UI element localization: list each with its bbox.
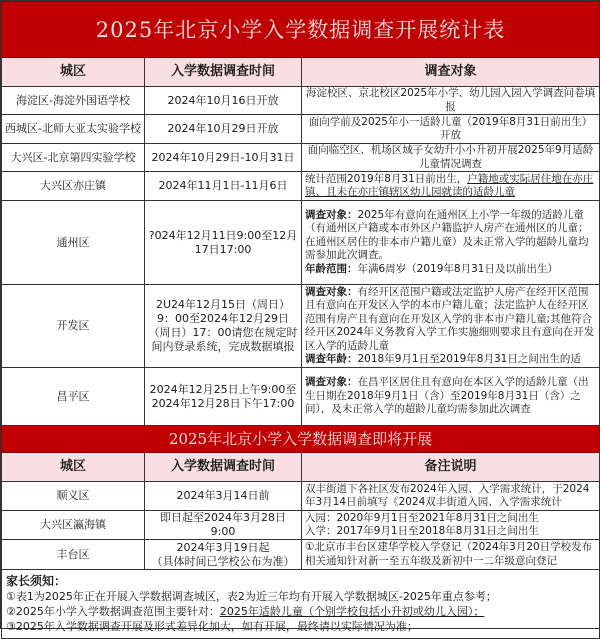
note-item-1: ①表1为2025年正在开展入学数据调查城区，表2为近三年均有开展入学数据城区-2025年重点参考； — [6, 590, 497, 603]
note-line: 入园：2020年9月1日至2021年8月31日之间出生 — [305, 511, 539, 524]
district-cell: 通州区 — [2, 201, 145, 285]
table-row — [2, 285, 600, 368]
table-row — [2, 144, 600, 172]
table-row — [2, 201, 600, 285]
time-cell: 2024年10月29日开放 — [145, 115, 302, 144]
time-cell: 2024年12月25日上午9:00至2024年12月28日下午17:00 — [145, 368, 302, 426]
target-text: 在昌平区居住且有意向在本区入学的适龄儿童（出生日期在2018年9月1日（含）至2019年8月31日（含）之间），及未正常入学的超龄儿童均需参加此次调查 — [305, 376, 589, 416]
header-survey-target: 调查对象 — [302, 58, 600, 87]
header-survey-time: 入学数据调查时间 — [145, 58, 302, 87]
note-cell: 双丰街道下各社区发布2024年入园、入学需求统计，于2024年3月14日前填写《2024双丰街道入园、入学需求统计 — [302, 482, 600, 511]
table-row — [2, 172, 600, 201]
target-text: 2025年有意向在通州区上小学一年级的适龄儿童（有通州区户籍或本市外区户籍监护人房产在通州区的儿童；在通州区居住的非本市户籍儿童）及未正常入学的超龄儿童均需参加此次调查。 — [305, 208, 589, 262]
target-text: 有经开区范围户籍或法定监护人房产在经开区范围且有意向在开发区入学的本市户籍儿童；法定监护人在经开区范围有房产且有意向在开发区入学的非本市户籍儿童;其他符合经开区2024年义务教育入学工作实施细则要求且有意向在开发区入学的适龄儿童 — [305, 285, 595, 352]
target-text: 统计范围2019年8月31日前出生， — [305, 172, 468, 185]
note-item-2-prefix: ②2025年小学入学数据调查范围主要针对： — [6, 605, 220, 618]
time-cell: 2024年3月14日前 — [145, 482, 302, 511]
target-cell — [302, 172, 600, 201]
time-cell: 2024年11月1日-11月6日 — [145, 172, 302, 201]
table-row — [2, 540, 600, 570]
time-cell — [145, 540, 302, 570]
table1-header-row — [2, 58, 600, 87]
target-cell: 面向学前及2025年小一适龄儿童（2019年8月31日前出生）开放 — [302, 115, 600, 144]
district-cell: 海淀区-海淀外国语学校 — [2, 87, 145, 115]
target-underlined-text: 户籍地或实际居住地在亦庄镇、且未在亦庄镇辖区幼儿园就读的适龄儿童 — [305, 172, 594, 198]
target-label: 调查对象： — [305, 208, 358, 221]
district-cell: 开发区 — [2, 285, 145, 368]
age-text: 2018年9月1日至2019年8月31日之间出生的适 — [357, 353, 581, 365]
target-cell — [302, 368, 600, 426]
target-label: 调查对象： — [305, 376, 358, 389]
target-label: 调查对象： — [305, 285, 358, 298]
target-cell — [302, 201, 600, 285]
table-row — [2, 511, 600, 540]
table-row — [2, 368, 600, 426]
table2-title: 2025年北京小学入学数据调查即将开展 — [2, 426, 600, 453]
header-district: 城区 — [2, 453, 145, 482]
district-cell: 西城区-北师大亚太实验学校 — [2, 115, 145, 144]
time-cell: 2024年10月16日开放 — [145, 87, 302, 115]
parent-notes — [2, 570, 600, 639]
district-cell: 丰台区 — [2, 540, 145, 570]
table2-title-row — [2, 426, 600, 453]
age-label: 调查年龄： — [305, 353, 358, 365]
time-line: （具体时间已学校公布为准） — [151, 554, 295, 568]
time-cell: 2U24年12月15日（周日）9：00至2024年12月29日（周日）17：00请您在规定时间内登录系统，完成数据填报 — [145, 285, 302, 368]
district-cell: 大兴区瀛海镇 — [2, 511, 145, 540]
table1-title-row — [2, 2, 600, 58]
header-survey-time: 入学数据调查时间 — [145, 453, 302, 482]
header-district: 城区 — [2, 58, 145, 87]
table1-title: 2025年北京小学入学数据调查开展统计表 — [2, 2, 600, 58]
notes-title: 家长须知： — [6, 574, 67, 588]
age-range-label: 年龄范围： — [305, 262, 358, 275]
note-line: 入学：2017年9月1日至2018年8月31日之间出生 — [305, 525, 539, 537]
target-cell: 面向临空区、机场区域子女幼升小小升初开展2025年9月适龄儿童情况调查 — [302, 144, 600, 172]
header-notes: 备注说明 — [302, 453, 600, 482]
district-cell: 顺义区 — [2, 482, 145, 511]
time-line: 2024年3月19日起 — [176, 540, 270, 554]
district-cell: 大兴区亦庄镇 — [2, 172, 145, 201]
table-row — [2, 482, 600, 511]
table2-header-row — [2, 453, 600, 482]
time-cell: 2024年10月29日-10月31日 — [145, 144, 302, 172]
notes-row — [2, 570, 600, 639]
note-cell — [302, 511, 600, 540]
age-range-text: 年满6周岁（2019年8月31日及以前出生） — [357, 262, 558, 275]
district-cell: 昌平区 — [2, 368, 145, 426]
note-item-2 — [6, 604, 595, 619]
table-row — [2, 115, 600, 144]
target-cell — [302, 285, 600, 368]
note-item-3: ③2025年入学数据调查开展及形式差异化加大，如有开展，最终请以实际情况为准； — [6, 620, 418, 633]
survey-table — [1, 1, 600, 639]
time-cell: ?024年12月11日9:00至12月17日17:00 — [145, 201, 302, 285]
target-cell: 海淀校区、京北校区2025年小学、幼儿园入园入学调查问卷填报 — [302, 87, 600, 115]
note-cell: ①北京市丰台区建华学校入学登记（2024年3月20日学校发布相关通知针对新一至五年级及新初中一二年级意向登记 — [302, 540, 600, 570]
district-cell: 大兴区-北京第四实验学校 — [2, 144, 145, 172]
table-row — [2, 87, 600, 115]
time-cell: 即日起至2024年3月28日9:00 — [145, 511, 302, 540]
note-item-2-underlined: 2025年适龄儿童（个别学校包括小升初或幼儿入园）； — [219, 605, 485, 618]
